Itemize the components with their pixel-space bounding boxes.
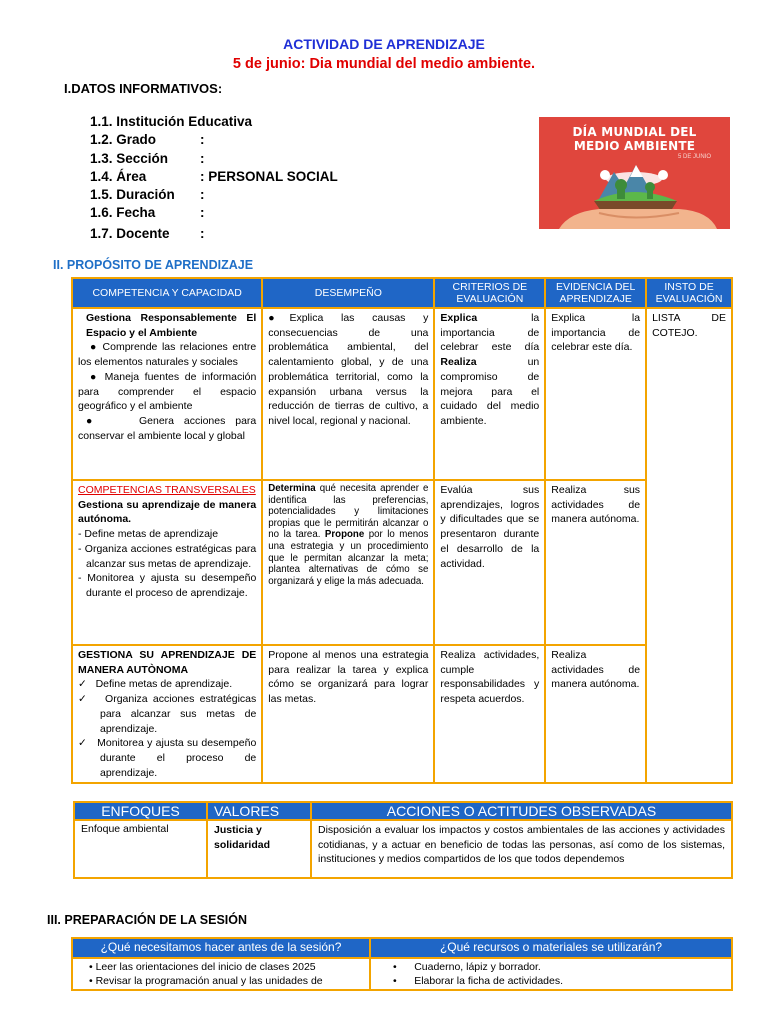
bullet-icon: • — [89, 975, 96, 987]
datos-item — [90, 150, 338, 168]
check-icon: ✓ — [78, 737, 98, 750]
list-item: ● Comprende las relaciones entre los elementos naturales y sociales — [78, 341, 257, 369]
datos-label: 1.3. Sección — [90, 150, 169, 166]
list-item: ● Maneja fuentes de información para comprender el espacio geográfico y el ambiente — [78, 370, 257, 413]
column-header: COMPETENCIA Y CAPACIDAD — [72, 278, 262, 308]
desempeno-cell: ●Explica las causas y consecuencias de una problemática ambiental, del calentamiento global, y de una problemática territorial, como la expansión urbana versus la reducción de tierras de cultivo, a nivel local, regional y nacional. — [262, 308, 434, 480]
valores-cell: Justicia y solidaridad — [207, 820, 311, 878]
bullet-icon: • — [89, 961, 96, 973]
evidencia-cell: Realiza actividades de manera autónoma. — [545, 645, 646, 783]
list-item: ✓ Monitorea y ajusta su desempeño durante el proceso de aprendizaje. — [78, 737, 257, 779]
datos-value: : — [200, 132, 205, 148]
bullet-icon: ● — [86, 414, 139, 427]
datos-value: : — [200, 150, 205, 166]
column-header: DESEMPEÑO — [262, 278, 434, 308]
competencia-cell — [72, 480, 262, 645]
desempeno-cell: Propone al menos una estrategia para realizar la tarea y explica cómo se organizará para lograr las metas. — [262, 645, 434, 783]
column-header: INSTO DE EVALUACIÓN — [646, 278, 732, 308]
proposito-heading: II. PROPÓSITO DE APRENDIZAJE — [53, 258, 254, 272]
table-row — [72, 645, 732, 783]
banner-line-2: MEDIO AMBIENTE — [573, 139, 696, 153]
banner-line-1: DÍA MUNDIAL DEL — [572, 125, 697, 139]
antes-cell — [72, 958, 370, 990]
datos-value: : — [200, 225, 205, 241]
list-item: ● Genera acciones para conservar el ambiente local y global — [78, 414, 257, 442]
list-item: • Elaborar la ficha de actividades. — [393, 975, 564, 987]
datos-heading: I.DATOS INFORMATIVOS: — [64, 81, 223, 96]
list-item: - Organiza acciones estratégicas para alcanzar sus metas de aprendizaje. — [78, 542, 257, 570]
list-item: - Monitorea y ajusta su desempeño durante el proceso de aprendizaje. — [78, 572, 257, 599]
enfoques-table — [73, 801, 733, 879]
column-header: ¿Qué recursos o materiales se utilizarán? — [370, 938, 732, 958]
list-item: ✓ Organiza acciones estratégicas para alcanzar sus metas de aprendizaje. — [78, 693, 257, 735]
table-row — [72, 480, 732, 645]
column-header: ENFOQUES — [74, 802, 207, 820]
document-title: ACTIVIDAD DE APRENDIZAJE — [283, 36, 485, 52]
check-icon: ✓ — [78, 693, 106, 706]
datos-label: 1.4. Área — [90, 168, 147, 184]
column-header: ¿Qué necesitamos hacer antes de la sesión? — [72, 938, 370, 958]
bullet-icon: • — [393, 975, 415, 987]
document-subtitle: 5 de junio: Dia mundial del medio ambiente. — [232, 56, 536, 72]
preparacion-table — [71, 937, 733, 991]
table-row — [74, 820, 732, 878]
competencia-cell — [72, 645, 262, 783]
banner-date: 5 DE JUNIO — [677, 154, 711, 160]
list-item: • Revisar la programación anual y las unidades de — [89, 975, 323, 987]
criterio-cell: Realiza actividades, cumple responsabilidades y respeta acuerdos. — [434, 645, 545, 783]
datos-label: 1.2. Grado — [90, 132, 157, 148]
bullet-icon: ● — [268, 312, 290, 324]
competencia-cell — [72, 308, 262, 480]
list-item: - Define metas de aprendizaje — [78, 528, 219, 541]
column-header: VALORES — [207, 802, 311, 820]
table-header-row — [72, 278, 732, 308]
datos-value: : PERSONAL SOCIAL — [200, 168, 338, 184]
criterio-cell: Evalúa sus aprendizajes, logros y dificultades que se presentaron durante el desarrollo de la actividad. — [434, 480, 545, 645]
datos-list — [90, 113, 338, 243]
evidencia-cell: Explica la importancia de celebrar este día. — [545, 308, 646, 480]
bullet-icon: ● — [90, 341, 103, 354]
enfoque-cell: Enfoque ambiental — [74, 820, 207, 878]
table-row — [72, 958, 732, 990]
hand-holding-earth-illustration — [539, 117, 730, 229]
datos-item — [90, 186, 338, 204]
recursos-cell — [370, 958, 732, 990]
datos-label: 1.5. Duración — [90, 187, 175, 203]
competencia-title: Gestiona su aprendizaje de manera autónoma. — [78, 498, 257, 526]
criterio-cell: Explica la importancia de celebrar este día Realiza un compromiso de mejora para el cuidado del medio ambiente. — [434, 308, 545, 480]
table-row — [72, 308, 732, 480]
preparacion-heading: III. PREPARACIÓN DE LA SESIÓN — [47, 913, 248, 927]
competencia-title: Gestiona Responsablemente El Espacio y el Ambiente — [86, 312, 257, 339]
datos-item — [90, 131, 338, 149]
datos-label: 1.1. Institución Educativa — [90, 114, 253, 129]
datos-item — [90, 204, 338, 222]
column-header: EVIDENCIA DEL APRENDIZAJE — [545, 278, 646, 308]
table-header-row — [72, 938, 732, 958]
transversal-label: COMPETENCIAS TRANSVERSALES — [78, 484, 256, 496]
proposito-table — [71, 277, 733, 784]
desempeno-cell: Determina qué necesita aprender e identifica las preferencias, potencialidades y limitaciones propias que le permitirán alcanzar o no la tarea. Propone por lo menos una estrategia y un procedimiento que le permitan alcanzar la meta; plantea alternativas de cómo se organizará y elige la más adecuada. — [262, 480, 434, 645]
instrumento-cell: LISTA DE COTEJO. — [646, 308, 732, 783]
competencia-title: GESTIONA SU APRENDIZAJE DE MANERA AUTÒNOMA — [78, 649, 257, 676]
datos-item — [90, 113, 338, 131]
datos-item — [90, 225, 338, 243]
bullet-icon: ● — [90, 370, 105, 383]
datos-value: : — [200, 187, 205, 203]
column-header: ACCIONES O ACTITUDES OBSERVADAS — [311, 802, 732, 820]
datos-value: : — [200, 205, 205, 221]
bullet-icon: • — [393, 961, 415, 973]
datos-label: 1.7. Docente — [90, 225, 170, 241]
acciones-cell: Disposición a evaluar los impactos y costos ambientales de las acciones y actividades cotidianas, y a actuar en beneficio de todas las personas, así como de los sistemas, instituciones y medios compartidos de los que todos dependemos — [311, 820, 732, 878]
datos-item — [90, 168, 338, 186]
column-header: CRITERIOS DE EVALUACIÓN — [434, 278, 545, 308]
list-item: ✓ Define metas de aprendizaje. — [78, 678, 233, 691]
list-item: • Leer las orientaciones del inicio de clases 2025 — [89, 961, 316, 973]
datos-label: 1.6. Fecha — [90, 205, 156, 221]
table-header-row — [74, 802, 732, 820]
evidencia-cell: Realiza sus actividades de manera autónoma. — [545, 480, 646, 645]
check-icon: ✓ — [78, 678, 96, 691]
list-item: • Cuaderno, lápiz y borrador. — [393, 961, 541, 973]
environment-day-banner — [539, 117, 730, 229]
